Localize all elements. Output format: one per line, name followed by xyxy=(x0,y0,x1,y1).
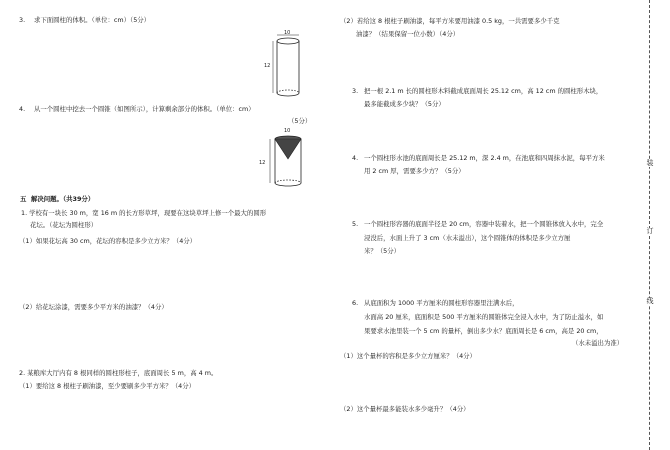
right-q5-line-3: 米？（5分） xyxy=(364,247,401,255)
right-q3-number: 3. xyxy=(352,87,359,95)
binding-mark-3: 线 xyxy=(646,297,654,305)
right-q2-line-2: 油漆？（结果保留一位小数）（4分） xyxy=(356,30,460,38)
question-4-text: 从一个圆柱中挖去一个圆锥（如图所示），计算剩余部分的体积。（单位：cm） xyxy=(34,105,255,113)
right-q6-number: 6. xyxy=(352,299,359,307)
binding-mark-1: 装 xyxy=(646,159,654,167)
problem-2-sub-1: （1）要给这 8 根柱子刷油漆，至少要刷多少平方米？（4分） xyxy=(19,382,196,390)
question-3-text: 求下面圆柱的体积。（单位：cm）（5分） xyxy=(34,16,151,24)
right-q5-line-1: 一个圆柱形容器的底面半径是 20 cm，容器中装着水，把一个圆锥体放入水中，完全 xyxy=(364,220,604,228)
right-q4-line-2: 用 2 cm 厚，需要多少方？（5分） xyxy=(364,167,465,175)
cone-height-label: 12 xyxy=(259,160,266,166)
question-3-number: 3. xyxy=(19,16,26,24)
right-q5-line-2: 浸没后，水面上升了 3 cm（水未溢出），这个圆锥体的体积是多少立方厘 xyxy=(364,234,571,242)
right-q3-line-1: 把一根 2.1 m 长的圆柱形木料截成底面周长 25.12 cm，高 12 cm 的圆柱形木块， xyxy=(364,87,603,95)
problem-1-line-2: 花坛。（花坛为圆柱形） xyxy=(30,221,98,229)
cylinder-height-label: 12 xyxy=(264,63,271,69)
right-q6-line-2: 水面高 20 厘米，底面积是 500 平方厘米的圆锥体完全浸入水中，为了防止溢水，如 xyxy=(364,313,604,321)
section-title: 解决问题。（共39分） xyxy=(31,195,95,203)
binding-mark-2: 订 xyxy=(646,227,654,235)
problem-1-line-1: 1. 学校有一块长 30 m，宽 16 m 的长方形草坪，现要在这块草坪上修一个最大的圆形 xyxy=(21,209,267,217)
question-4-number: 4. xyxy=(19,105,26,113)
right-q6-sub-1: （1）这个量杯的容积是多少立方厘米？（4分） xyxy=(340,352,476,360)
right-q5-number: 5. xyxy=(352,220,359,228)
section-number: 五 xyxy=(20,195,27,203)
right-q6-line-4: （水未溢出为准） xyxy=(572,339,624,347)
cylinder-cone-figure xyxy=(268,133,308,193)
problem-2-line-1: 2. 某粮库大厅内有 8 根同样的圆柱形柱子，底面周长 5 m，高 4 m。 xyxy=(19,369,218,377)
right-q6-sub-2: （2）这个量杯最多能装水多少毫升？（4分） xyxy=(340,405,470,413)
right-q6-line-1: 从底面积为 1000 平方厘米的圆柱形容器里注满水后， xyxy=(364,299,519,307)
right-q4-line-1: 一个圆柱形水池的底面周长是 25.12 m，深 2.4 m，在池底和四周抹水泥，每平方米 xyxy=(364,154,605,162)
right-q2-line-1: （2）若给这 8 根柱子刷油漆，每平方米要用油漆 0.5 kg，一共需要多少千克 xyxy=(340,17,560,25)
cone-diameter-label: 10 xyxy=(284,128,291,134)
cylinder-figure xyxy=(270,30,310,103)
question-4-score: （5分） xyxy=(288,117,312,125)
problem-1-sub-1: （1）如果花坛高 30 cm，花坛的容积是多少立方米？（4分） xyxy=(19,237,197,245)
problem-1-sub-2: （2）给花坛涂漆，需要多少平方米的油漆？（4分） xyxy=(19,303,168,311)
right-q3-line-2: 最多能截成多少块？（5分） xyxy=(364,100,445,108)
cylinder-diameter-label: 10 xyxy=(284,30,291,36)
right-q6-line-3: 果要求水池里装一个 5 cm 的量杯，倒出多少水？底面周长是 6 cm，高是 20 cm， xyxy=(364,327,603,335)
right-q4-number: 4. xyxy=(352,154,359,162)
binding-line xyxy=(649,0,650,450)
